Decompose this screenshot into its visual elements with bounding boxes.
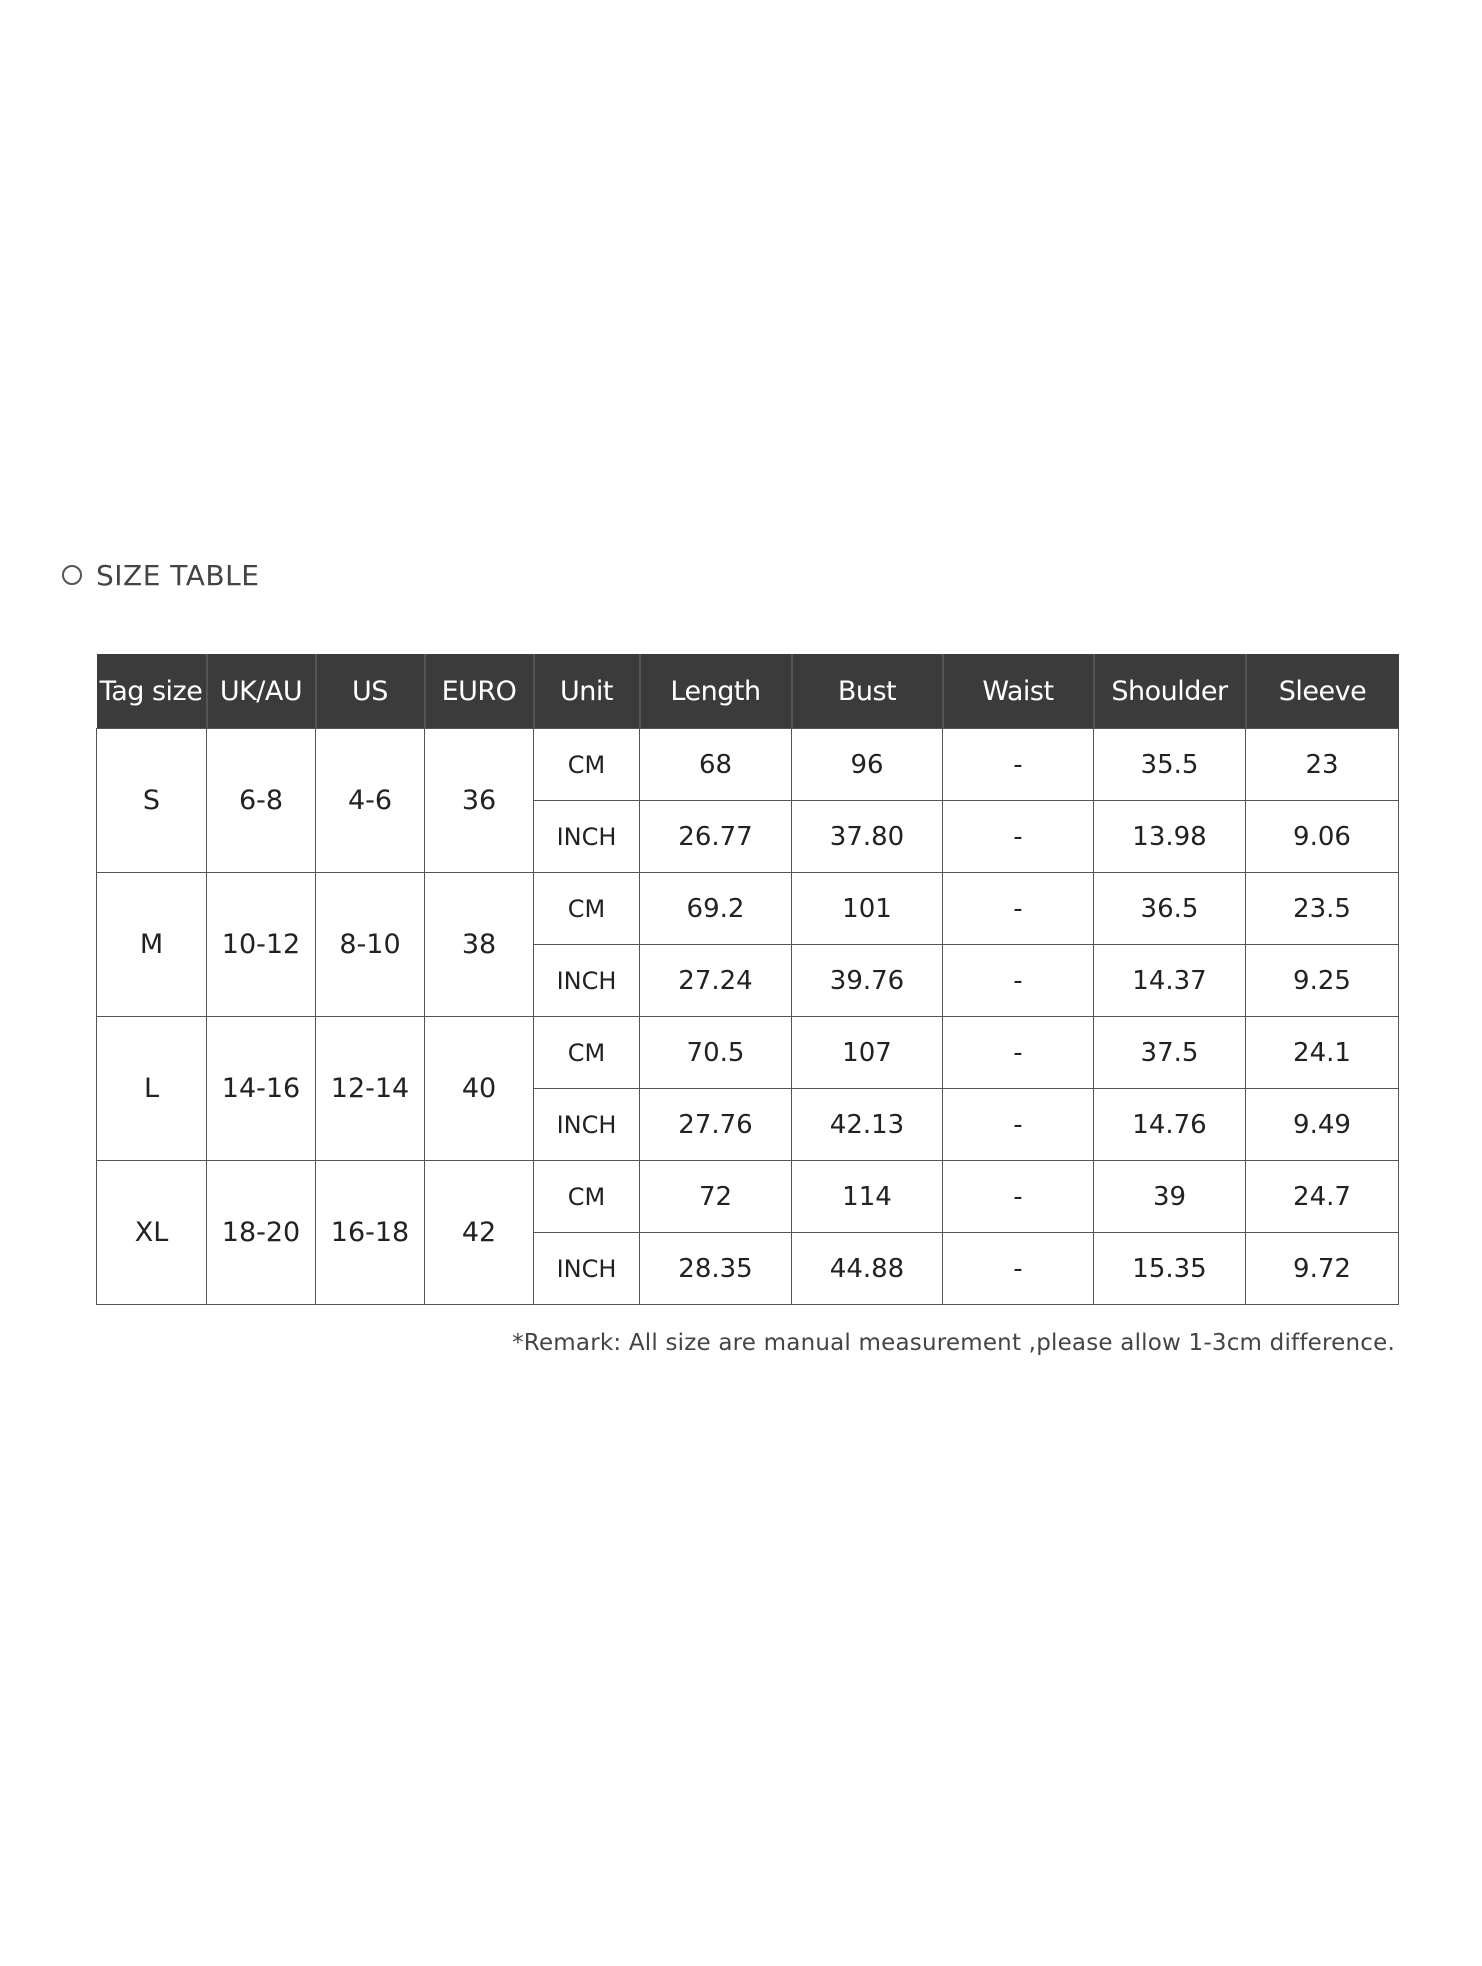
us-cell: 12-14 xyxy=(316,1017,425,1161)
length-cell: 28.35 xyxy=(640,1233,792,1305)
sleeve-cell: 23.5 xyxy=(1246,873,1399,945)
bust-cell: 42.13 xyxy=(792,1089,943,1161)
shoulder-cell: 15.35 xyxy=(1094,1233,1246,1305)
tag-size-cell: L xyxy=(97,1017,207,1161)
tag-size-cell: M xyxy=(97,873,207,1017)
length-cell: 72 xyxy=(640,1161,792,1233)
unit-cell: CM xyxy=(534,1161,640,1233)
bust-cell: 114 xyxy=(792,1161,943,1233)
remark-text: *Remark: All size are manual measurement ,please allow 1-3cm difference. xyxy=(512,1330,1395,1356)
waist-cell: - xyxy=(943,873,1094,945)
bust-cell: 107 xyxy=(792,1017,943,1089)
sleeve-cell: 9.72 xyxy=(1246,1233,1399,1305)
length-cell: 69.2 xyxy=(640,873,792,945)
table-row xyxy=(97,1017,1399,1089)
bust-cell: 39.76 xyxy=(792,945,943,1017)
uk-au-cell: 14-16 xyxy=(207,1017,316,1161)
unit-cell: CM xyxy=(534,1017,640,1089)
unit-cell: INCH xyxy=(534,1089,640,1161)
shoulder-cell: 37.5 xyxy=(1094,1017,1246,1089)
sleeve-cell: 24.1 xyxy=(1246,1017,1399,1089)
bust-cell: 37.80 xyxy=(792,801,943,873)
length-cell: 27.24 xyxy=(640,945,792,1017)
length-cell: 70.5 xyxy=(640,1017,792,1089)
length-cell: 68 xyxy=(640,729,792,801)
uk-au-cell: 18-20 xyxy=(207,1161,316,1305)
tag-size-cell: S xyxy=(97,729,207,873)
waist-cell: - xyxy=(943,1161,1094,1233)
section-title xyxy=(62,558,259,592)
bust-cell: 44.88 xyxy=(792,1233,943,1305)
header-waist: Waist xyxy=(943,654,1094,729)
length-cell: 27.76 xyxy=(640,1089,792,1161)
shoulder-cell: 14.76 xyxy=(1094,1089,1246,1161)
us-cell: 4-6 xyxy=(316,729,425,873)
euro-cell: 36 xyxy=(425,729,534,873)
euro-cell: 40 xyxy=(425,1017,534,1161)
sleeve-cell: 9.06 xyxy=(1246,801,1399,873)
waist-cell: - xyxy=(943,1089,1094,1161)
size-table xyxy=(96,654,1399,1305)
header-us: US xyxy=(316,654,425,729)
sleeve-cell: 23 xyxy=(1246,729,1399,801)
header-length: Length xyxy=(640,654,792,729)
waist-cell: - xyxy=(943,1017,1094,1089)
waist-cell: - xyxy=(943,1233,1094,1305)
uk-au-cell: 10-12 xyxy=(207,873,316,1017)
euro-cell: 42 xyxy=(425,1161,534,1305)
waist-cell: - xyxy=(943,945,1094,1017)
header-euro: EURO xyxy=(425,654,534,729)
table-row xyxy=(97,729,1399,801)
unit-cell: CM xyxy=(534,873,640,945)
uk-au-cell: 6-8 xyxy=(207,729,316,873)
shoulder-cell: 35.5 xyxy=(1094,729,1246,801)
shoulder-cell: 36.5 xyxy=(1094,873,1246,945)
header-unit: Unit xyxy=(534,654,640,729)
sleeve-cell: 9.25 xyxy=(1246,945,1399,1017)
unit-cell: INCH xyxy=(534,945,640,1017)
shoulder-cell: 39 xyxy=(1094,1161,1246,1233)
sleeve-cell: 24.7 xyxy=(1246,1161,1399,1233)
tag-size-cell: XL xyxy=(97,1161,207,1305)
bust-cell: 101 xyxy=(792,873,943,945)
unit-cell: INCH xyxy=(534,801,640,873)
length-cell: 26.77 xyxy=(640,801,792,873)
waist-cell: - xyxy=(943,729,1094,801)
table-row xyxy=(97,873,1399,945)
header-row xyxy=(97,654,1399,729)
unit-cell: INCH xyxy=(534,1233,640,1305)
us-cell: 16-18 xyxy=(316,1161,425,1305)
table-row xyxy=(97,1161,1399,1233)
section-title-text: SIZE TABLE xyxy=(96,558,260,592)
circle-bullet-icon xyxy=(62,565,82,585)
shoulder-cell: 14.37 xyxy=(1094,945,1246,1017)
header-uk-au: UK/AU xyxy=(207,654,316,729)
header-bust: Bust xyxy=(792,654,943,729)
unit-cell: CM xyxy=(534,729,640,801)
header-shoulder: Shoulder xyxy=(1094,654,1246,729)
us-cell: 8-10 xyxy=(316,873,425,1017)
euro-cell: 38 xyxy=(425,873,534,1017)
waist-cell: - xyxy=(943,801,1094,873)
sleeve-cell: 9.49 xyxy=(1246,1089,1399,1161)
shoulder-cell: 13.98 xyxy=(1094,801,1246,873)
header-tag-size: Tag size xyxy=(97,654,207,729)
bust-cell: 96 xyxy=(792,729,943,801)
header-sleeve: Sleeve xyxy=(1246,654,1399,729)
